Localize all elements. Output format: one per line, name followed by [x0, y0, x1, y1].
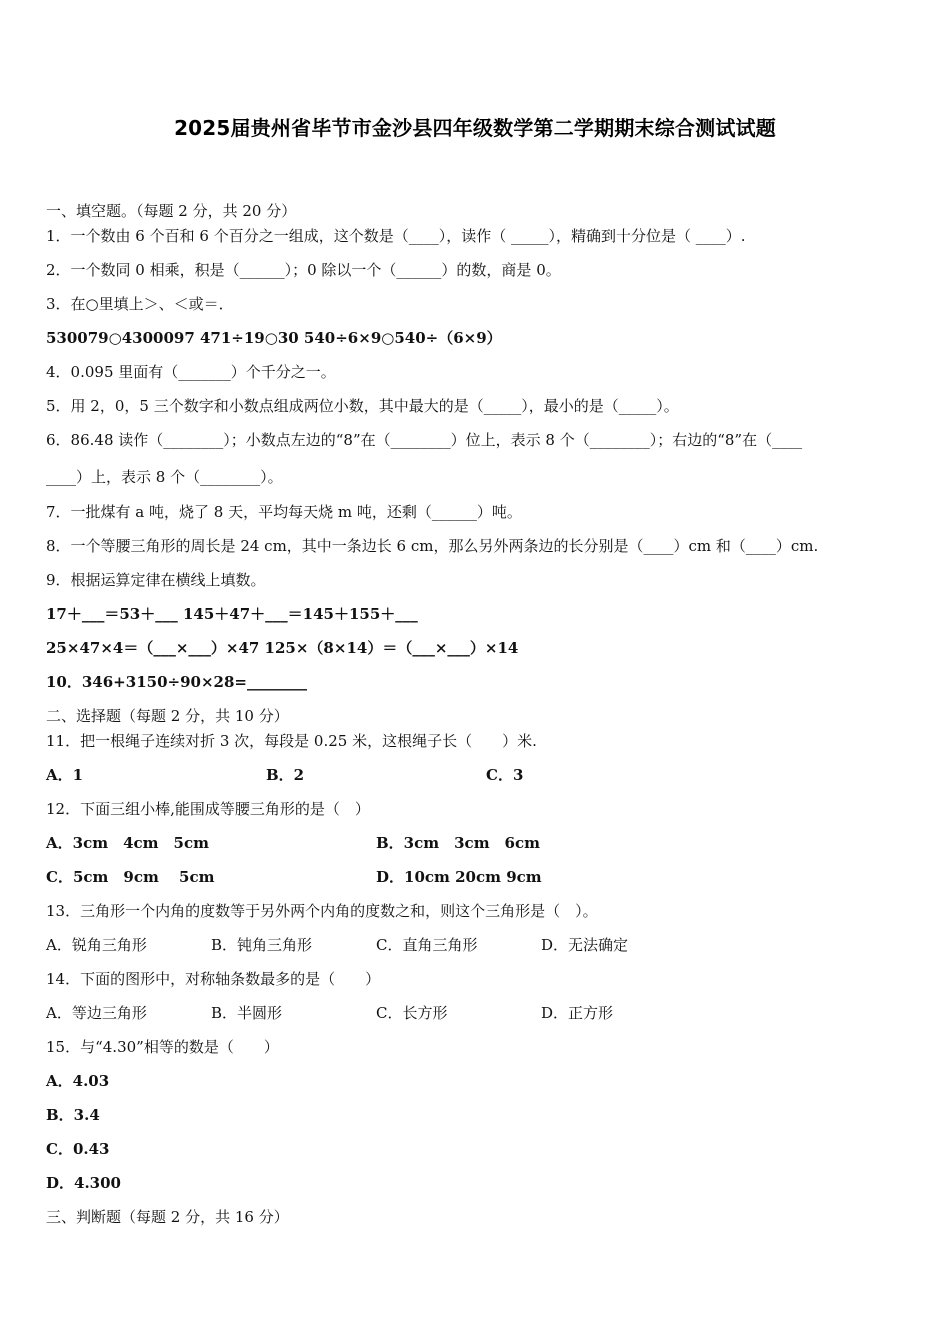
q12-option-c: C．5cm 9cm 5cm: [46, 868, 215, 886]
question-15: 15．与“4.30”相等的数是（ ）: [46, 1038, 279, 1056]
q14-option-d: D．正方形: [541, 1004, 614, 1022]
question-7: 7．一批煤有 a 吨，烧了 8 天，平均每天烧 m 吨，还剩（______）吨。: [46, 503, 522, 521]
q13-option-c: C．直角三角形: [376, 936, 478, 954]
question-4: 4．0.095 里面有（_______）个千分之一。: [46, 363, 336, 381]
q13-option-d: D．无法确定: [541, 936, 629, 954]
q12-option-a: A．3cm 4cm 5cm: [46, 834, 209, 852]
question-14: 14．下面的图形中，对称轴条数最多的是（ ）: [46, 970, 381, 988]
question-3: 3．在○里填上＞、＜或＝．: [46, 295, 234, 313]
q15-option-c: C．0.43: [46, 1140, 110, 1158]
q12-option-b: B．3cm 3cm 6cm: [376, 834, 541, 852]
question-13: 13．三角形一个内角的度数等于另外两个内角的度数之和，则这个三角形是（ ）。: [46, 902, 598, 920]
question-10: 10．346+3150÷90×28=________: [46, 673, 307, 691]
question-6-line-2: ____）上，表示 8 个（________）。: [46, 468, 283, 486]
q11-option-b: B．2: [266, 766, 305, 784]
question-5: 5．用 2，0，5 三个数字和小数点组成两位小数，其中最大的是（_____），最小的是（_____）。: [46, 397, 679, 415]
q11-option-c: C．3: [486, 766, 524, 784]
q12-option-d: D．10cm 20cm 9cm: [376, 868, 542, 886]
question-6-line-1: 6．86.48 读作（________）；小数点左边的“8”在（________）位上，表示 8 个（________）；右边的“8”在（____: [46, 431, 803, 449]
q14-option-b: B．半圆形: [211, 1004, 283, 1022]
section-heading-fill-in: 一、填空题。（每题 2 分，共 20 分）: [46, 202, 297, 220]
q13-option-a: A．锐角三角形: [46, 936, 147, 954]
page-title: 2025届贵州省毕节市金沙县四年级数学第二学期期末综合测试试题: [174, 116, 776, 140]
q14-option-c: C．长方形: [376, 1004, 448, 1022]
question-2: 2．一个数同 0 相乘，积是（______）；0 除以一个（______）的数，商是 0。: [46, 261, 561, 279]
q15-option-b: B．3.4: [46, 1106, 100, 1124]
question-9-line-2: 25×47×4＝（___×___）×47 125×（8×14）＝（___×___）×14: [46, 639, 519, 657]
q15-option-d: D．4.300: [46, 1174, 121, 1192]
section-heading-choice: 二、选择题（每题 2 分，共 10 分）: [46, 707, 289, 725]
question-3-expressions: 530079○4300097 471÷19○30 540÷6×9○540÷（6×9）: [46, 329, 502, 347]
question-9-line-1: 17＋___＝53＋___ 145＋47＋___＝145＋155＋___: [46, 605, 418, 623]
q15-option-a: A．4.03: [46, 1072, 110, 1090]
q13-option-b: B．钝角三角形: [211, 936, 313, 954]
section-heading-true-false: 三、判断题（每题 2 分，共 16 分）: [46, 1208, 289, 1226]
question-8: 8．一个等腰三角形的周长是 24 cm，其中一条边长 6 cm，那么另外两条边的长分别是（____）cm 和（____）cm.: [46, 537, 819, 555]
q14-option-a: A．等边三角形: [46, 1004, 147, 1022]
q11-option-a: A．1: [46, 766, 84, 784]
question-11: 11．把一根绳子连续对折 3 次，每段是 0.25 米，这根绳子长（ ）米.: [46, 732, 537, 750]
question-12: 12．下面三组小棒,能围成等腰三角形的是（ ）: [46, 800, 370, 818]
question-1: 1．一个数由 6 个百和 6 个百分之一组成，这个数是（____），读作（ _____），精确到十分位是（ ____）.: [46, 227, 746, 245]
question-9: 9．根据运算定律在横线上填数。: [46, 571, 266, 589]
